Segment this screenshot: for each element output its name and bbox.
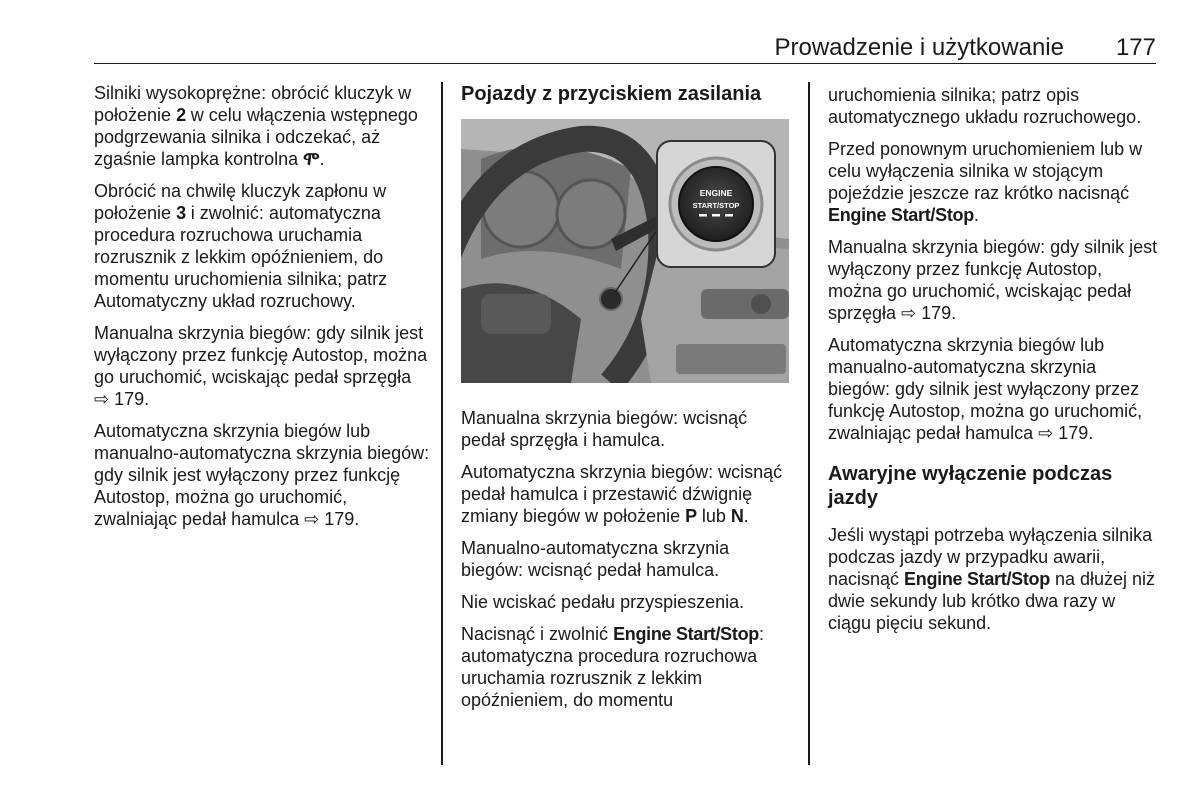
gear-position-p: P bbox=[685, 506, 697, 526]
header-title: Prowadzenie i użytkowanie bbox=[774, 34, 1064, 61]
paragraph-manual-autostop: Manualna skrzynia biegów: gdy silnik jest wyłączony przez funkcję Autostop, można go uruchomić, wciskając pedał sprzęgła ⇨ 179. bbox=[94, 323, 428, 409]
button-label-line1: ENGINE bbox=[699, 188, 733, 198]
button-indicator-led bbox=[712, 214, 720, 217]
engine-start-stop-label: Engine Start/Stop bbox=[904, 569, 1050, 589]
position-3: 3 bbox=[176, 203, 186, 223]
paragraph-diesel-preheat: Silniki wysokoprężne: obrócić kluczyk w położenie 2 w celu włączenia wstępnego podgrzewania silnika i odczekać, aż zgaśnie lampka kontrolna ሞ. bbox=[94, 83, 418, 169]
dashboard-illustration bbox=[461, 119, 789, 383]
button-indicator-led bbox=[699, 214, 707, 217]
paragraph-no-accelerator: Nie wciskać pedału przyspieszenia. bbox=[461, 592, 745, 612]
paragraph-semiautomatic-start: Manualno-automatyczna skrzynia biegów: wcisnąć pedał hamulca. bbox=[461, 538, 730, 580]
paragraph-continued: uruchomienia silnika; patrz opis automatycznego układu rozruchowego. bbox=[828, 85, 1142, 127]
paragraph-press-start-stop: Nacisnąć i zwolnić Engine Start/Stop: automatyczna procedura rozruchowa uruchamia rozrusznik z lekkim opóźnieniem, do momentu bbox=[461, 624, 764, 710]
paragraph-emergency-stop: Jeśli wystąpi potrzeba wyłączenia silnika podczas jazdy w przypadku awarii, nacisnąć Engine Start/Stop na dłużej niż dwie sekundy lub krótko dwa razy w ciągu pięciu sekund. bbox=[828, 525, 1156, 633]
page-number: 177 bbox=[1115, 34, 1156, 61]
column-divider bbox=[808, 82, 810, 765]
glow-plug-icon: ሞ bbox=[303, 149, 320, 169]
page-reference-link[interactable]: ⇨ 179. bbox=[1038, 423, 1094, 443]
paragraph-manual-start: Manualna skrzynia biegów: wcisnąć pedał sprzęgła i hamulca. bbox=[461, 408, 748, 450]
column-divider bbox=[441, 82, 443, 765]
paragraph-automatic-autostop: Automatyczna skrzynia biegów lub manualno-automatyczna skrzynia biegów: gdy silnik jest wyłączony przez funkcję Autostop, można go uruchomić, zwalniając pedał hamulca ⇨ 179. bbox=[94, 421, 430, 529]
paragraph-restart-or-stop: Przed ponownym uruchomieniem lub w celu wyłączenia silnika w stojącym pojeździe jeszcze raz krótko nacisnąć Engine Start/Stop. bbox=[828, 139, 1143, 225]
page-reference-link[interactable]: ⇨ 179. bbox=[304, 509, 360, 529]
paragraph-automatic-autostop: Automatyczna skrzynia biegów lub manualno-automatyczna skrzynia biegów: gdy silnik jest wyłączony przez funkcję Autostop, można go uruchomić, zwalniając pedał hamulca ⇨ 179. bbox=[828, 335, 1143, 443]
position-2: 2 bbox=[176, 105, 186, 125]
page-reference-link[interactable]: ⇨ 179. bbox=[94, 389, 150, 409]
page-header bbox=[94, 30, 1156, 64]
engine-start-stop-label: Engine Start/Stop bbox=[828, 205, 974, 225]
paragraph-automatic-start: Automatyczna skrzynia biegów: wcisnąć pedał hamulca i przestawić dźwignię zmiany biegów w położenie P lub N. bbox=[461, 462, 783, 526]
gear-position-n: N bbox=[730, 506, 744, 526]
button-label-line2: START/STOP bbox=[692, 201, 740, 210]
dashboard-drawing bbox=[461, 119, 789, 383]
section-heading-emergency-stop: Awaryjne wyłączenie podczas jazdy bbox=[828, 463, 1113, 509]
column-1 bbox=[94, 82, 430, 540]
column-3 bbox=[828, 84, 1160, 644]
section-heading-power-button: Pojazdy z przyciskiem zasilania bbox=[461, 83, 762, 105]
column-2 bbox=[461, 82, 791, 721]
page-reference-link[interactable]: ⇨ 179. bbox=[901, 303, 957, 323]
button-indicator-led bbox=[725, 214, 733, 217]
paragraph-ignition-key: Obrócić na chwilę kluczyk zapłonu w położenie 3 i zwolnić: automatyczna procedura rozruchowa uruchamia rozrusznik z lekkim opóźnieniem, do momentu uruchomienia silnika; patrz Automatyczny układ rozruchowy. bbox=[94, 181, 388, 311]
engine-start-stop-label: Engine Start/Stop bbox=[613, 624, 759, 644]
paragraph-manual-autostop: Manualna skrzynia biegów: gdy silnik jest wyłączony przez funkcję Autostop, można go uruchomić, wciskając pedał sprzęgła ⇨ 179. bbox=[828, 237, 1158, 323]
